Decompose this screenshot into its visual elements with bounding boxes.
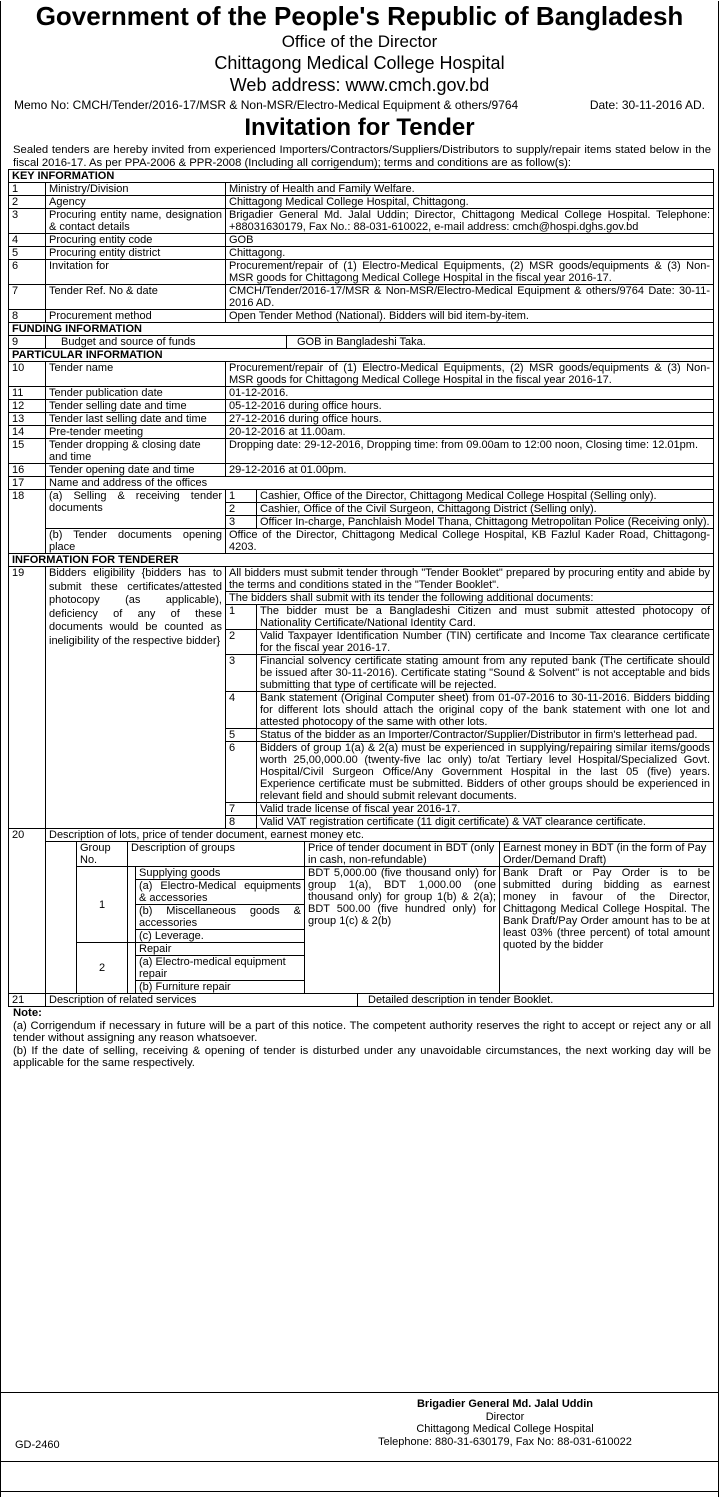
row-label: Tender Ref. No & date <box>46 285 226 310</box>
group-item: (b) Furniture repair <box>135 981 304 993</box>
row-label: Tender last selling date and time <box>46 413 226 426</box>
note-b: (b) If the date of selling, receiving & opening of tender is disturbed under any unavoidable circumstances, the next working day will be applicable for the same respectively. <box>13 1044 711 1069</box>
row-label: Tender name <box>46 362 226 387</box>
row-value: Procurement/repair of (1) Electro-Medical Equipments, (2) MSR goods/equipments & (3) Non-MSR goods for Chittagong Medical College Hospital in the fiscal year 2016-17. <box>226 260 714 285</box>
list-number: 7 <box>226 803 257 816</box>
row-label: Tender selling date and time <box>46 400 226 413</box>
row-label: Invitation for <box>46 260 226 285</box>
list-number: 1 <box>226 490 257 503</box>
signatory-phone: Telephone: 880-31-630179, Fax No: 88-031-610022 <box>378 1435 632 1448</box>
group-number: 1 <box>77 867 128 943</box>
row-label: Procuring entity district <box>46 247 226 260</box>
list-item: Valid VAT registration certificate (11 digit certificate) & VAT clearance certificate. <box>257 816 714 829</box>
list-number: 3 <box>226 655 257 692</box>
row-value: Chittagong Medical College Hospital, Chittagong. <box>226 196 714 209</box>
group-item: (c) Leverage. <box>135 930 304 942</box>
divider <box>0 1491 719 1492</box>
office-line: Office of the Director <box>281 32 438 51</box>
row-value: Dropping date: 29-12-2016, Dropping time: from 09.00am to 12:00 noon, Closing time: 12.01pm. <box>226 439 714 464</box>
signatory-designation: Director <box>485 1410 525 1423</box>
government-title: Government of the People's Republic of Bangladesh <box>35 1 684 31</box>
row-label: Tender publication date <box>46 387 226 400</box>
group-item: (a) Electro-medical equipment repair <box>135 956 304 981</box>
list-number: 4 <box>226 692 257 729</box>
row-number: 9 <box>9 336 46 349</box>
row-value: Detailed description in tender Booklet. <box>368 994 554 1006</box>
group-title: Repair <box>135 943 304 956</box>
row-number: 8 <box>9 310 46 323</box>
row-value: Ministry of Health and Family Welfare. <box>226 183 714 196</box>
row-number: 2 <box>9 196 46 209</box>
note-a: (a) Corrigendum if necessary in future will be a part of this notice. The competent authority reserves the right to accept or reject any or all tender without assigning any reason whatsoever. <box>13 1019 711 1044</box>
row-label: Procuring entity code <box>46 234 226 247</box>
row-label: (b) Tender documents opening place <box>46 529 226 554</box>
row-number: 4 <box>9 234 46 247</box>
row-value: GOB <box>226 234 714 247</box>
list-number: 2 <box>226 503 257 516</box>
section-key: KEY INFORMATION <box>9 170 714 183</box>
intro-paragraph: Sealed tenders are hereby invited from experienced Importers/Contractors/Suppliers/Distributors to supply/repair items stated below in the fiscal 2016-17. As per PPA-2006 & PPR-2008 (Including all corrigendum); terms and conditions are as follow(s): <box>13 144 711 169</box>
row-label: Pre-tender meeting <box>46 426 226 439</box>
row-value: 01-12-2016. <box>226 387 714 400</box>
row-value: Chittagong. <box>226 247 714 260</box>
row-label: Bidders eligibility {bidders has to submit these certificates/attested photocopy (as applicable), deficiency of any of these documents would be counted as ineligibility of the respective bidder} <box>46 567 226 829</box>
row-number: 21 <box>9 994 46 1007</box>
group-item: (a) Electro-Medical equipments & accessories <box>135 880 304 905</box>
row-value: 20-12-2016 at 11.00am. <box>226 426 714 439</box>
row-label: Procurement method <box>46 310 226 323</box>
list-number: 6 <box>226 742 257 803</box>
row-number: 7 <box>9 285 46 310</box>
row-number: 3 <box>9 209 46 234</box>
row-label: Name and address of the offices <box>46 477 714 490</box>
list-item: Status of the bidder as an Importer/Contractor/Supplier/Distributor in firm's letterhead pad. <box>257 729 714 742</box>
row-value: Open Tender Method (National). Bidders will bid item-by-item. <box>226 310 714 323</box>
group-title: Supplying goods <box>135 867 304 880</box>
list-item: Bidders of group 1(a) & 2(a) must be experienced in supplying/repairing similar items/goods worth 25,00,000.00 (twenty-five lac only) to/at Tertiary level Hospital/Specialized Govt. Hospital/Civil Surgeon Office/Any Government Hospital in the last 05 (five) years. Experience certificate must be submitted. Bidders of other groups should be experienced in relevant field and should submit relevant documents. <box>257 742 714 803</box>
gd-code: GD-2460 <box>15 1439 60 1451</box>
list-item: Valid trade license of fiscal year 2016-17. <box>257 803 714 816</box>
group-number: 2 <box>77 943 128 994</box>
group-item: (b) Miscellaneous goods & accessories <box>135 905 304 930</box>
eligibility-intro-2: The bidders shall submit with its tender the following additional documents: <box>229 592 594 604</box>
row-value: Procurement/repair of (1) Electro-Medical Equipments, (2) MSR goods/equipments & (3) Non-MSR goods for Chittagong Medical College Hospital in the fiscal year 2016-17. <box>226 362 714 387</box>
row-number: 16 <box>9 464 46 477</box>
row-label: Procuring entity name, designation & contact details <box>46 209 226 234</box>
list-number: 2 <box>226 630 257 655</box>
list-item: Financial solvency certificate stating amount from any reputed bank (The certificate should be issued after 30-11-2016). Certificate stating "Sound & Solvent" is not acceptable and bids submitting that type of certificate will be rejected. <box>257 655 714 692</box>
row-number: 13 <box>9 413 46 426</box>
row-label: Description of related services <box>46 994 358 1006</box>
list-number: 1 <box>226 605 257 630</box>
eligibility-intro: All bidders must submit tender through "Tender Booklet" prepared by procuring entity and abide by the terms and conditions stated in the "Tender Booklet". <box>226 567 713 592</box>
divider <box>0 1392 719 1393</box>
section-tenderer: INFORMATION FOR TENDERER <box>9 554 714 567</box>
list-item: Officer In-charge, Panchlaish Model Thana, Chittagong Metropolitan Police (Receiving only). <box>257 516 714 529</box>
page-frame <box>0 1 719 1497</box>
row-label: Tender opening date and time <box>46 464 226 477</box>
row-value: CMCH/Tender/2016-17/MSR & Non-MSR/Electro-Medical Equipment & others/9764 Date: 30-11-2016 AD. <box>226 285 714 310</box>
col-header: Group No. <box>77 842 128 867</box>
row-label: (a) Selling & receiving tender documents <box>46 490 226 529</box>
list-item: Cashier, Office of the Director, Chittagong Medical College Hospital (Selling only). <box>257 490 714 503</box>
list-item: Valid Taxpayer Identification Number (TIN) certificate and Income Tax clearance certificate for the fiscal year 2016-17. <box>257 630 714 655</box>
row-number: 10 <box>9 362 46 387</box>
list-number: 8 <box>226 816 257 829</box>
memo-number: Memo No: CMCH/Tender/2016-17/MSR & Non-MSR/Electro-Medical Equipment & others/9764 <box>14 98 519 112</box>
signatory-org: Chittagong Medical College Hospital <box>416 1423 594 1435</box>
row-value: 29-12-2016 at 01.00pm. <box>226 464 714 477</box>
row-label: Ministry/Division <box>46 183 226 196</box>
earnest-text: Bank Draft or Pay Order is to be submitted during bidding as earnest money in favour of the Director, Chittagong Medical College Hospital. The Bank Draft/Pay Order amount has to be at least 03% (three percent) of total amount quoted by the bidder <box>500 867 714 994</box>
section-particular: PARTICULAR INFORMATION <box>9 349 714 362</box>
divider <box>0 1461 719 1462</box>
list-item: The bidder must be a Bangladeshi Citizen and must submit attested photocopy of Nationality Certificate/National Identity Card. <box>257 605 714 630</box>
row-label: Tender dropping & closing date and time <box>46 439 226 464</box>
row-value: Brigadier General Md. Jalal Uddin; Director, Chittagong Medical College Hospital. Telephone: +88031630179, Fax No.: 88-031-610022, e-mail address: cmch@hospi.dghs.gov.bd <box>226 209 714 234</box>
section-funding: FUNDING INFORMATION <box>9 323 714 336</box>
col-header: Earnest money in BDT (in the form of Pay Order/Demand Draft) <box>500 842 714 867</box>
list-number: 5 <box>226 729 257 742</box>
row-number: 14 <box>9 426 46 439</box>
row-value: 05-12-2016 during office hours. <box>226 400 714 413</box>
row-number: 18 <box>9 490 46 554</box>
hospital-line: Chittagong Medical College Hospital <box>214 53 505 73</box>
list-item: Cashier, Office of the Civil Surgeon, Chittagong District (Selling only). <box>257 503 714 516</box>
row-number: 6 <box>9 260 46 285</box>
row-value: GOB in Bangladeshi Taka. <box>297 336 426 348</box>
col-header: Description of groups <box>128 842 305 867</box>
note-title: Note: <box>13 1007 42 1019</box>
row-number: 5 <box>9 247 46 260</box>
row-value: 27-12-2016 during office hours. <box>226 413 714 426</box>
row-number: 15 <box>9 439 46 464</box>
col-header: Price of tender document in BDT (only in cash, non-refundable) <box>305 842 500 867</box>
price-text: BDT 5,000.00 (five thousand only) for group 1(a), BDT 1,000.00 (one thousand only) for group 1(b) & 2(a); BDT 500.00 (five hundred only) for group 1(c) & 2(b) <box>305 867 500 994</box>
row-number: 1 <box>9 183 46 196</box>
row-number: 11 <box>9 387 46 400</box>
row-label: Budget and source of funds <box>46 336 287 348</box>
document-title: Invitation for Tender <box>244 114 475 141</box>
signature-block <box>360 1398 650 1448</box>
row-label: Agency <box>46 196 226 209</box>
signatory-name: Brigadier General Md. Jalal Uddin <box>416 1398 594 1410</box>
memo-date: Date: 30-11-2016 AD. <box>589 98 705 112</box>
lots-title: Description of lots, price of tender document, earnest money etc. <box>46 829 713 842</box>
row-number: 19 <box>9 567 46 829</box>
row-number: 20 <box>9 829 46 994</box>
row-number: 12 <box>9 400 46 413</box>
row-number: 17 <box>9 477 46 490</box>
list-item: Bank statement (Original Computer sheet) from 01-07-2016 to 30-11-2016. Bidders bidding for different lots should attach the original copy of the bank statement with one lot and attested photocopy of the same with other lots. <box>257 692 714 729</box>
web-address: Web address: www.cmch.gov.bd <box>229 75 490 95</box>
list-number: 3 <box>226 516 257 529</box>
row-value: Office of the Director, Chittagong Medical College Hospital, KB Fazlul Kader Road, Chittagong-4203. <box>226 529 714 554</box>
